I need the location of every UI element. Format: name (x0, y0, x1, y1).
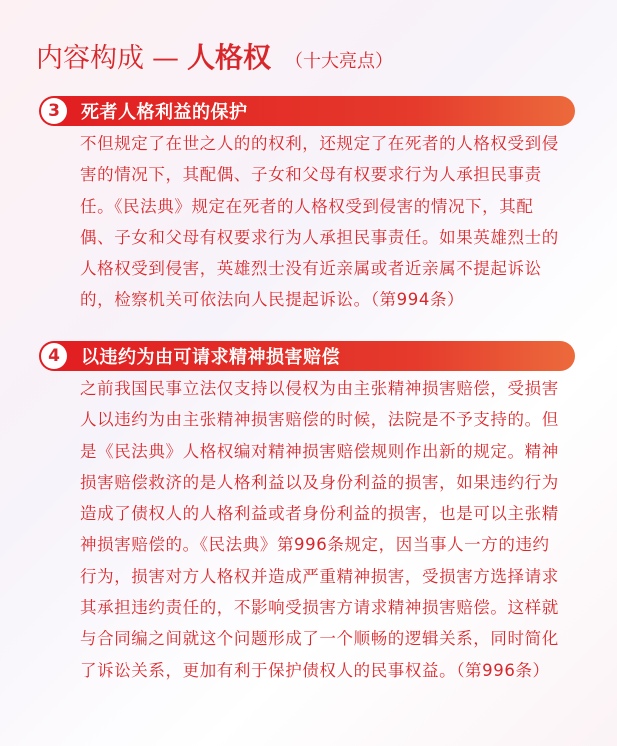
section-header-3 (39, 96, 575, 126)
title-subtitle: （十大亮点） (285, 51, 394, 72)
section-header-4 (39, 341, 575, 371)
title-bold: 人格权 (187, 41, 272, 74)
section-number-badge: 4 (41, 343, 67, 369)
page-title (36, 36, 393, 76)
title-dash: — (152, 43, 179, 74)
title-main: 内容构成 (36, 43, 144, 74)
section-body-3: 不但规定了在世之人的的权利，还规定了在死者的人格权受到侵害的情况下，其配偶、子女和父母有权要求行为人承担民事责任。《民法典》规定在死者的人格权受到侵害的情况下，其配偶、子女和父母有权要求行为人承担民事责任。如果英雄烈士的人格权受到侵害，英雄烈士没有近亲属或者近亲属不提起诉讼的，检察机关可依法向人民提起诉讼。（第994条） (80, 134, 559, 310)
section-number-badge: 3 (41, 98, 67, 124)
section-title: 以违约为由可请求精神损害赔偿 (81, 347, 340, 368)
section-body-4: 之前我国民事立法仅支持以侵权为由主张精神损害赔偿，受损害人以违约为由主张精神损害赔偿的时候，法院是不予支持的。但是《民法典》人格权编对精神损害赔偿规则作出新的规定。精神损害赔偿救济的是人格利益以及身份利益的损害，如果违约行为造成了债权人的人格利益或者身份利益的损害，也是可以主张精神损害赔偿的。《民法典》第996条规定，因当事人一方的违约行为，损害对方人格权并造成严重精神损害，受损害方选择请求其承担违约责任的，不影响受损害方请求精神损害赔偿。这样就与合同编之间就这个问题形成了一个顺畅的逻辑关系，同时简化了诉讼关系，更加有利于保护债权人的民事权益。（第996条） (80, 379, 559, 680)
section-title: 死者人格利益的保护 (81, 102, 248, 123)
